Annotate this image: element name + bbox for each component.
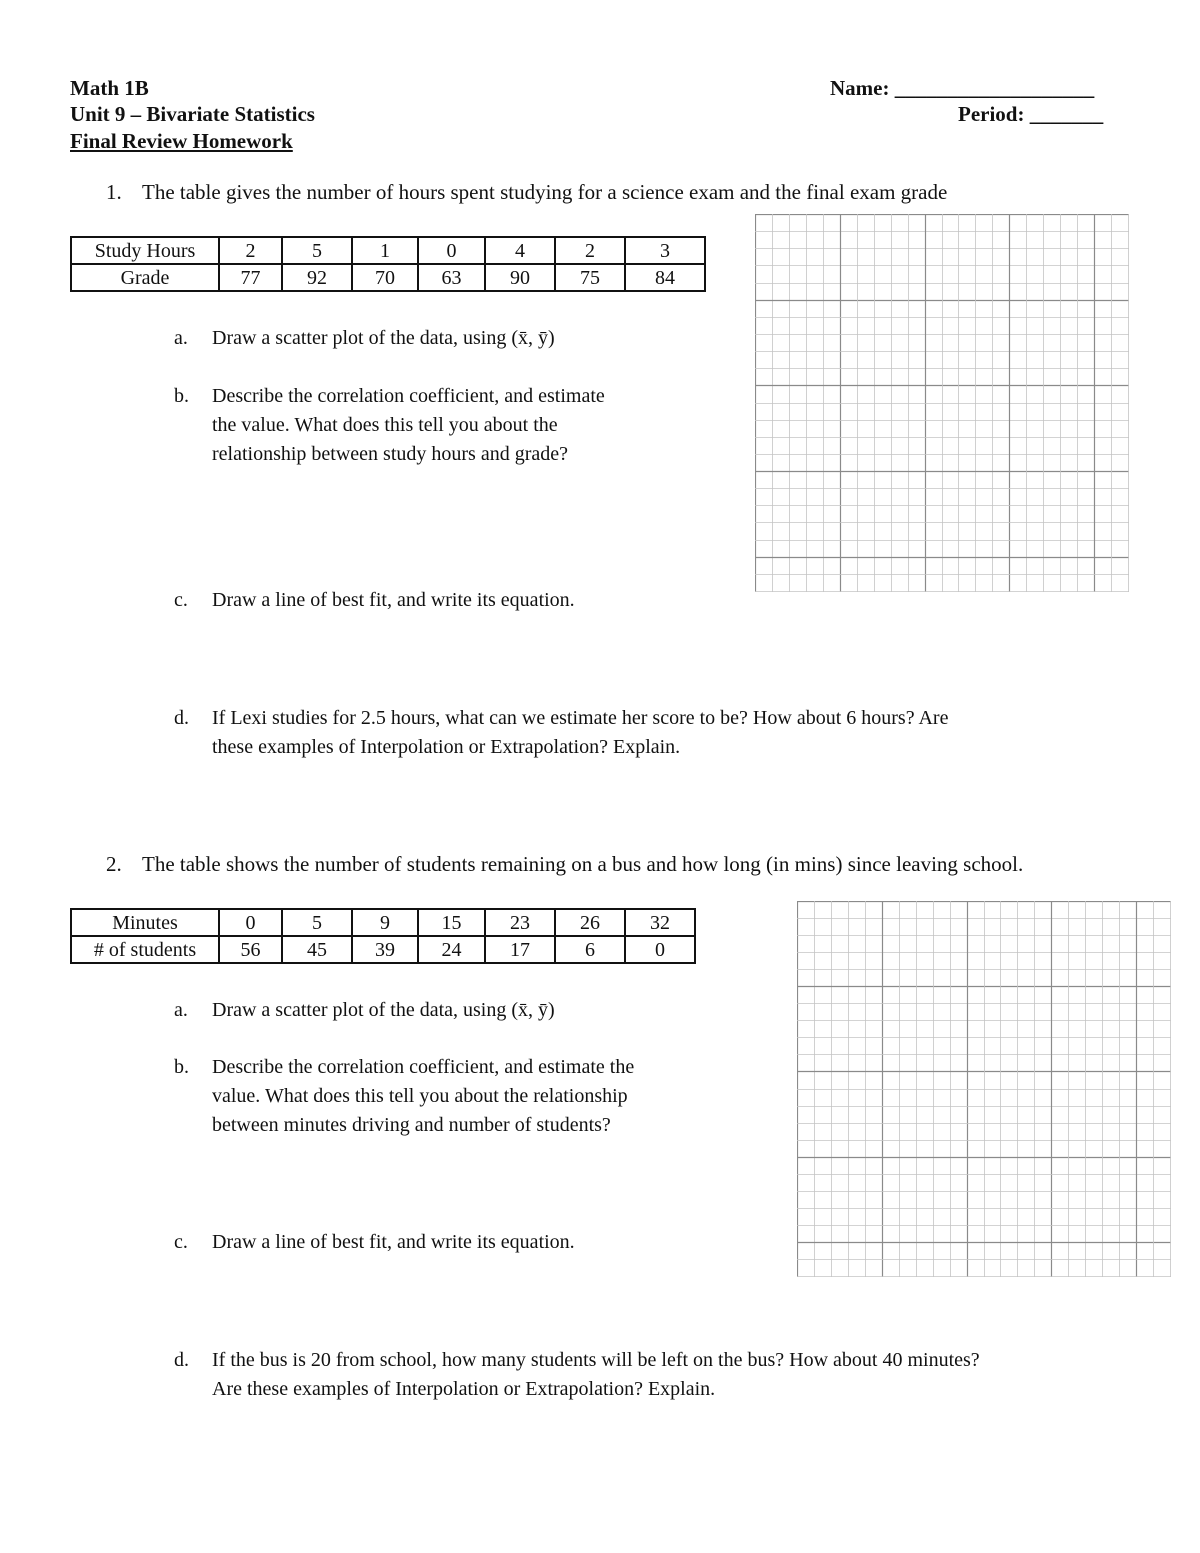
table-row [71,264,705,291]
table-cell: 77 [219,264,282,291]
part-text: Describe the correlation coefficient, and estimate the [212,1056,635,1078]
table-cell: 15 [418,909,485,936]
q2-part-c [174,1228,734,1258]
part-text: Draw a line of best fit, and write its equation. [212,1231,575,1253]
table-cell: # of students [71,936,219,963]
study-hours-table [70,236,706,292]
course-name: Math 1B [70,76,149,100]
table-cell: 0 [219,909,282,936]
unit-title: Unit 9 – Bivariate Statistics [70,102,315,126]
table-cell: 75 [555,264,625,291]
table-cell: Study Hours [71,237,219,264]
part-text: If Lexi studies for 2.5 hours, what can we estimate her score to be? How about 6 hours? Are [212,707,949,729]
table-cell: 3 [625,237,705,264]
table-cell: 92 [282,264,352,291]
table-cell: 56 [219,936,282,963]
part-label: b. [174,1056,189,1078]
part-label: b. [174,385,189,407]
q1-part-d [174,704,1164,764]
part-text: Draw a scatter plot of the data, using (x̄, ȳ) [212,999,555,1021]
part-text: Are these examples of Interpolation or Extrapolation? Explain. [212,1378,716,1400]
table-cell: 26 [555,909,625,936]
part-label: c. [174,1231,188,1253]
table-cell: 45 [282,936,352,963]
part-text: Describe the correlation coefficient, and estimate [212,385,605,407]
part-label: a. [174,327,188,349]
question-1 [106,178,1166,208]
part-text: relationship between study hours and grade? [212,443,569,465]
table-cell: 63 [418,264,485,291]
table-cell: Minutes [71,909,219,936]
q2-part-b [174,1053,734,1143]
table-cell: 70 [352,264,418,291]
table-cell: 2 [555,237,625,264]
table-cell: Grade [71,264,219,291]
table-row [71,909,695,936]
graph-paper-2[interactable] [797,901,1171,1277]
table-cell: 4 [485,237,555,264]
question-number: 1. [106,180,122,204]
part-label: d. [174,707,189,729]
graph-paper-1[interactable] [755,214,1129,592]
name-field[interactable]: Name: ___________________ [830,76,1095,100]
bus-students-table [70,908,696,964]
part-text: Draw a scatter plot of the data, using (x̄, ȳ) [212,327,555,349]
question-prompt: The table gives the number of hours spent studying for a science exam and the final exam grade [142,180,948,204]
table-cell: 39 [352,936,418,963]
question-prompt: The table shows the number of students remaining on a bus and how long (in mins) since leaving school. [142,852,1024,876]
table-cell: 2 [219,237,282,264]
part-label: c. [174,589,188,611]
part-text: Draw a line of best fit, and write its equation. [212,589,575,611]
table-cell: 24 [418,936,485,963]
period-field[interactable]: Period: _______ [958,102,1104,126]
page-title: Final Review Homework [70,129,293,153]
table-cell: 90 [485,264,555,291]
table-row [71,237,705,264]
table-cell: 9 [352,909,418,936]
table-cell: 84 [625,264,705,291]
q2-part-d [174,1346,1174,1406]
part-label: d. [174,1349,189,1371]
table-cell: 5 [282,237,352,264]
q1-part-c [174,586,714,616]
q2-part-a [174,996,734,1026]
q1-part-a [174,324,714,354]
part-text: between minutes driving and number of students? [212,1114,611,1136]
question-number: 2. [106,852,122,876]
table-cell: 5 [282,909,352,936]
table-cell: 32 [625,909,695,936]
part-label: a. [174,999,188,1021]
part-text: If the bus is 20 from school, how many students will be left on the bus? How about 40 minutes? [212,1349,980,1371]
q1-part-b [174,382,714,472]
table-cell: 0 [625,936,695,963]
part-text: the value. What does this tell you about the [212,414,558,436]
table-cell: 1 [352,237,418,264]
part-text: value. What does this tell you about the relationship [212,1085,628,1107]
part-text: these examples of Interpolation or Extrapolation? Explain. [212,736,681,758]
table-cell: 0 [418,237,485,264]
table-cell: 17 [485,936,555,963]
table-row [71,936,695,963]
table-cell: 23 [485,909,555,936]
table-cell: 6 [555,936,625,963]
question-2 [106,850,1176,880]
